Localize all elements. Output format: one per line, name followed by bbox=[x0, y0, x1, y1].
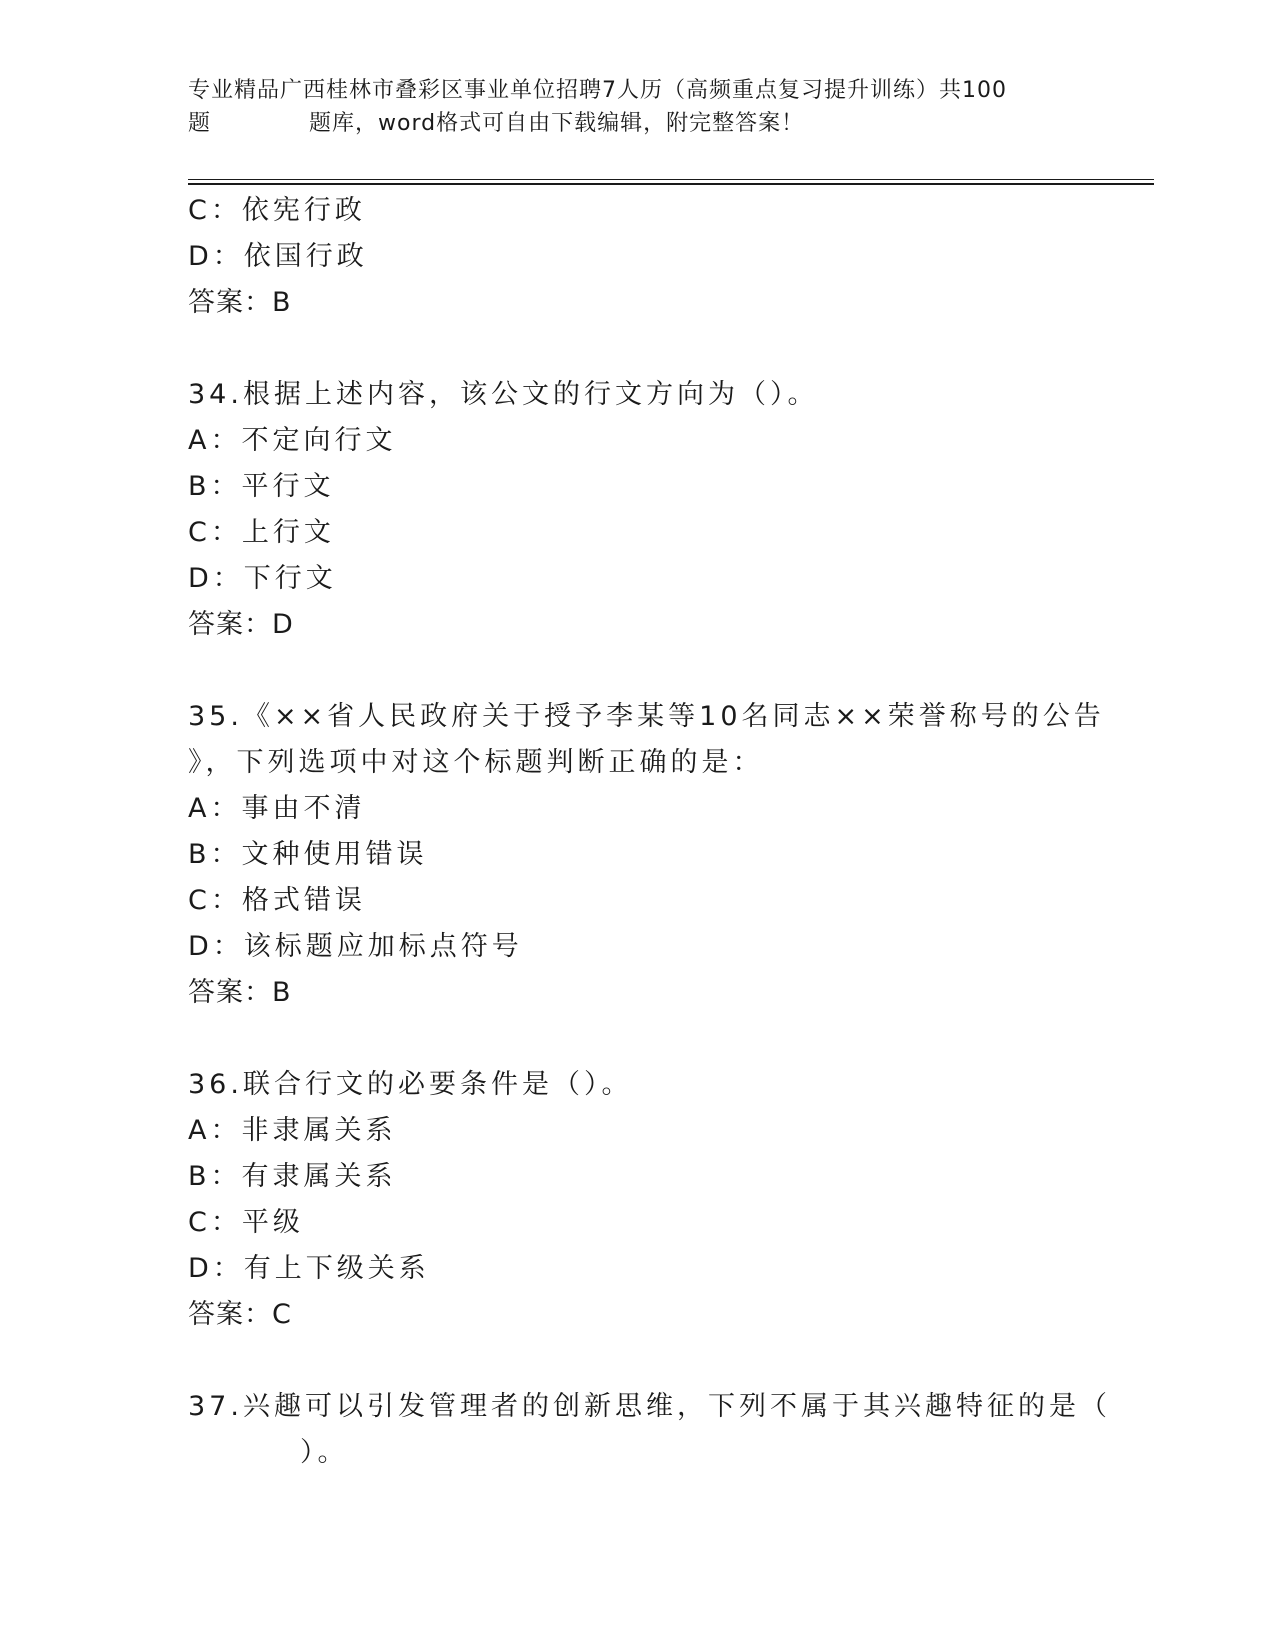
header-line-1: 专业精品广西桂林市叠彩区事业单位招聘7人历（高频重点复习提升训练）共100 bbox=[188, 78, 1007, 103]
header-divider-thick bbox=[188, 183, 1154, 185]
prev-option-c: C：依宪行政 bbox=[188, 195, 366, 226]
question-37-stem-line-2: ）。 bbox=[300, 1437, 349, 1468]
header-line-2-start: 题 bbox=[188, 111, 212, 136]
question-36-option-a: A：非隶属关系 bbox=[188, 1115, 397, 1146]
question-34-option-a: A：不定向行文 bbox=[188, 425, 397, 456]
question-34-option-b: B：平行文 bbox=[188, 471, 335, 502]
document-header bbox=[188, 74, 1088, 140]
question-35-answer: 答案：B bbox=[188, 977, 292, 1008]
question-35-option-a: A：事由不清 bbox=[188, 793, 366, 824]
question-35-stem-line-1: 35.《××省人民政府关于授予李某等10名同志××荣誉称号的公告 bbox=[188, 701, 1105, 732]
header-divider-thin bbox=[188, 179, 1154, 180]
question-36-option-b: B：有隶属关系 bbox=[188, 1161, 397, 1192]
question-content bbox=[188, 188, 1111, 1476]
question-35-option-c: C：格式错误 bbox=[188, 885, 366, 916]
question-34-option-c: C：上行文 bbox=[188, 517, 335, 548]
header-line-2-text: 题库，word格式可自由下载编辑，附完整答案！ bbox=[309, 111, 805, 136]
question-36-stem: 36.联合行文的必要条件是（）。 bbox=[188, 1069, 633, 1100]
question-35-option-b: B：文种使用错误 bbox=[188, 839, 428, 870]
question-34-answer: 答案：D bbox=[188, 609, 294, 640]
question-36-option-c: C：平级 bbox=[188, 1207, 304, 1238]
header-line-2 bbox=[188, 107, 1088, 140]
question-36-option-d: D：有上下级关系 bbox=[188, 1253, 430, 1284]
question-35-stem-line-2: 》，下列选项中对这个标题判断正确的是： bbox=[188, 747, 764, 778]
prev-answer: 答案：B bbox=[188, 287, 292, 318]
question-34-option-d: D：下行文 bbox=[188, 563, 337, 594]
question-34-stem: 34.根据上述内容，该公文的行文方向为（）。 bbox=[188, 379, 819, 410]
question-36-answer: 答案：C bbox=[188, 1299, 292, 1330]
question-35-option-d: D：该标题应加标点符号 bbox=[188, 931, 523, 962]
prev-option-d: D：依国行政 bbox=[188, 241, 368, 272]
question-37-stem-line-1: 37.兴趣可以引发管理者的创新思维，下列不属于其兴趣特征的是（ bbox=[188, 1391, 1111, 1422]
